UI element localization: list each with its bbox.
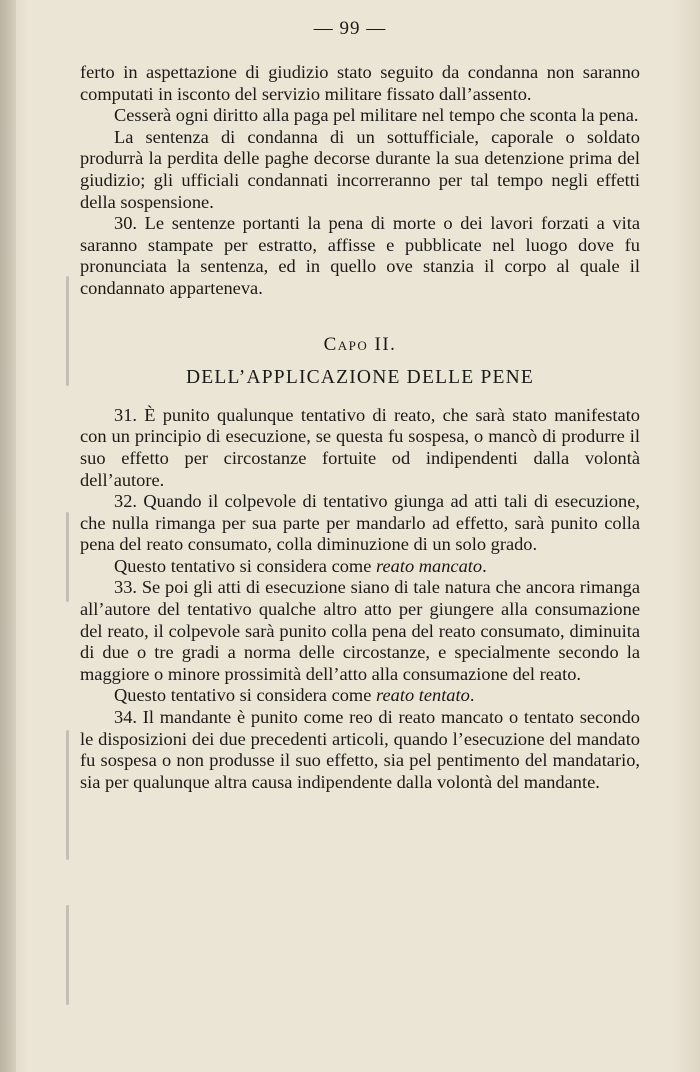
margin-pencil-mark (66, 512, 69, 602)
page-body (80, 62, 640, 793)
margin-pencil-mark (66, 730, 69, 860)
article-31: 31. È punito qualunque tentativo di reato, che sarà stato manifestato con un principio di esecuzione, se questa fu sospesa, o mancò di produrre il suo effetto per circostanze fortuite od indipendenti dalla volontà dell’autore. (80, 404, 640, 490)
article-32: 32. Quando il colpevole di tentativo giunga ad atti tali di esecuzione, che nulla rimanga per sua parte per mandarlo ad effetto, sarà punito colla pena del reato consumato, colla diminuzione di un solo grado. (80, 491, 640, 555)
margin-pencil-mark (66, 276, 69, 386)
paragraph: ferto in aspettazione di giudizio stato seguito da condanna non saranno computati in isconto del servizio militare fissato dall’assento. (80, 62, 640, 104)
paragraph-reato-tentato (80, 685, 640, 707)
emphasis-term: reato mancato (376, 555, 483, 576)
article-33: 33. Se poi gli atti di esecuzione siano di tale natura che ancora rimanga all’autore del tentativo qualche altro atto per giungere alla consumazione del reato, il colpevole sarà punito colla pena del reato consumato, diminuita di due o tre gradi a norma delle circostanze, e specialmente secondo la maggiore o minore prossimità dell’atto alla consumazione del reato. (80, 577, 640, 684)
paragraph: La sentenza di condanna di un sottufficiale, caporale o soldato produrrà la perdita delle paghe decorse durante la sua detenzione prima del giudizio; gli ufficiali condannati incorreranno per tal tempo negli effetti della sospensione. (80, 126, 640, 212)
chapter-title: DELL’APPLICAZIONE DELLE PENE (185, 367, 535, 389)
emphasis-term: reato tentato (376, 685, 470, 706)
paragraph-text: Questo tentativo si considera come (114, 555, 376, 576)
paragraph-text: . (482, 555, 487, 576)
margin-pencil-mark (66, 905, 69, 1005)
chapter-label: Capo II. (323, 333, 397, 355)
article-34: 34. Il mandante è punito come reo di reato mancato o tentato secondo le disposizioni dei due precedenti articoli, quando l’esecuzione del mandato fu sospesa o non produsse il suo effetto, sia pel pentimento del mandatario, sia per qualunque altra causa indipendente dalla volontà del mandante. (80, 707, 640, 792)
paragraph: Cesserà ogni diritto alla paga pel militare nel tempo che sconta la pena. (114, 105, 639, 126)
paragraph-text: Questo tentativo si considera come (114, 685, 376, 706)
paragraph-text: . (469, 685, 475, 706)
page-number: — 99 — (313, 18, 387, 39)
page-gutter (0, 0, 16, 1072)
paragraph-reato-mancato (80, 556, 640, 578)
article-30: 30. Le sentenze portanti la pena di morte o dei lavori forzati a vita saranno stampate per estratto, affisse e pubblicate nel luogo dove fu pronunciata la sentenza, ed in quello ove stanzia il corpo al quale il condannato apparteneva. (80, 213, 640, 298)
